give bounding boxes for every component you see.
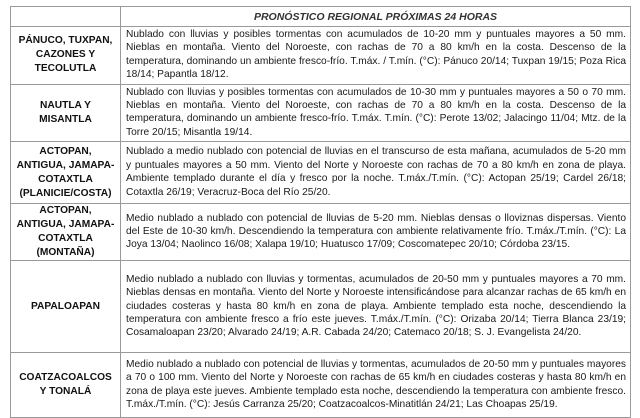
forecast-text: Nublado a medio nublado con potencial de lluvias en el transcurso de esta mañana, acumulados de 5-20 mm y puntuales mayores a 50 mm. Viento del Norte y Noroeste con rachas de 70 a 80 km/h en zona de playa. Ambiente templado durante el día y fresco por la noche. T.máx./T.mín. (°C): Actopan 25/19; Cardel 26/18; Cotaxtla 26/19; Veracruz-Boca del Río 25/20. (121, 142, 631, 204)
table-title: PRONÓSTICO REGIONAL PRÓXIMAS 24 HORAS (121, 7, 631, 27)
forecast-text: Nublado con lluvias y posibles tormentas con acumulados de 10-30 mm y puntuales mayores a 50 o 70 mm. Nieblas en montaña. Viento del Noroeste, con rachas de 70 a 80 km/h en la costa. Descenso de la temperatura, dominando un ambiente fresco-frío. T.máx. T.mín. (°C): Perote 13/02; Jalacingo 11/04; Mtz. de la Torre 20/15; Misantla 19/14. (121, 84, 631, 142)
table-row (11, 27, 631, 85)
region-name: COATZACOALCOS Y TONALÁ (11, 353, 121, 418)
table-row (11, 84, 631, 142)
forecast-text: Medio nublado a nublado con lluvias y tormentas, acumulados de 20-50 mm y puntuales mayores a 70 mm. Nieblas densas en montaña. Viento del Norte y Noroeste intensificándose para alcanzar rachas de 65 km/h en ciudades costeras y hasta 80 km/h en zona de playa. Ambiente templado esta noche, descendiendo la temperatura con ambiente fresco a frío este jueves. T.máx./T.mín. (°C): Orizaba 20/14; Tierra Blanca 23/19; Cosamaloapan 23/20; Alvarado 24/19; A.R. Cabada 24/20; Catemaco 20/18; S. J. Evangelista 24/20. (121, 261, 631, 353)
region-name: NAUTLA Y MISANTLA (11, 84, 121, 142)
region-name: PÁNUCO, TUXPAN, CAZONES Y TECOLUTLA (11, 27, 121, 85)
region-name: PAPALOAPAN (11, 261, 121, 353)
region-name: ACTOPAN, ANTIGUA, JAMAPA-COTAXTLA (MONTAÑA) (11, 204, 121, 261)
table-header-row (11, 7, 631, 27)
header-corner (11, 7, 121, 27)
forecast-text: Medio nublado a nublado con potencial de lluvias de 5-20 mm. Nieblas densas o lloviznas dispersas. Viento del Este de 10-30 km/h. Descendiendo la temperatura con ambiente relativamente frío. T.máx./T.mín. (°C): La Joya 13/04; Naolinco 16/08; Xalapa 19/10; Huatusco 17/09; Coscomatepec 20/10; Córdoba 23/15. (121, 204, 631, 261)
table-row (11, 142, 631, 204)
regional-forecast-table (10, 6, 631, 418)
table-row (11, 353, 631, 418)
table-row (11, 204, 631, 261)
forecast-text: Nublado con lluvias y posibles tormentas con acumulados de 10-20 mm y puntuales mayores a 50 mm. Nieblas en montaña. Viento del Noroeste, con rachas de 70 a 80 km/h en la costa. Descenso de la temperatura, dominando un ambiente fresco-frío. T.máx. / T.mín. (°C): Pánuco 20/14; Tuxpan 19/15; Poza Rica 18/14; Papantla 18/12. (121, 27, 631, 85)
region-name: ACTOPAN, ANTIGUA, JAMAPA-COTAXTLA (PLANICIE/COSTA) (11, 142, 121, 204)
table-row (11, 261, 631, 353)
forecast-text: Medio nublado a nublado con potencial de lluvias y tormentas, acumulados de 20-50 mm y puntuales mayores a 70 o 100 mm. Viento del Norte y Noroeste con rachas de 65 km/h en ciudades costeras y hasta 80 km/h en zona de playa este jueves. Ambiente templado esta noche, descendiendo la temperatura con ambiente fresco. T.máx./T.mín. (°C): Jesús Carranza 25/20; Coatzacoalcos-Minatitlán 24/21; Las Choapas 25/19. (121, 353, 631, 418)
